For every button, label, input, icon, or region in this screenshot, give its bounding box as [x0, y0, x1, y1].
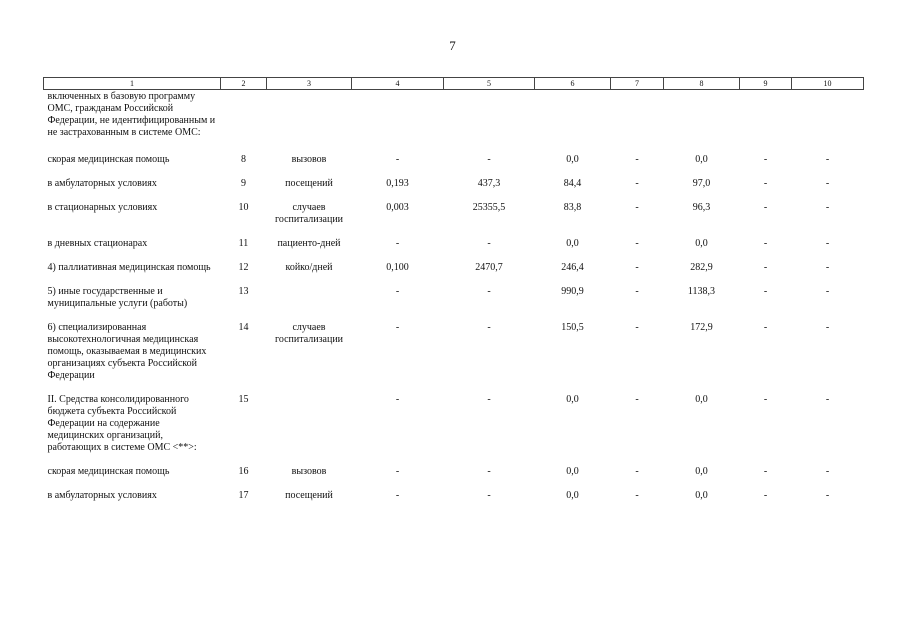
cell-col-5: - — [487, 286, 491, 297]
cell-col-6: 83,8 — [563, 202, 582, 213]
cell-col-4: 0,100 — [386, 262, 409, 273]
cell-col-5: 25355,5 — [472, 202, 506, 213]
cell-col-1: в амбулаторных условиях — [47, 178, 157, 189]
cell-col-8: 0,0 — [695, 394, 708, 405]
cell-col-7: - — [635, 394, 639, 405]
cell-col-6: 0,0 — [566, 394, 579, 405]
cell-col-6: 0,0 — [566, 466, 579, 477]
cell-col-9: - — [763, 178, 768, 189]
cell-col-7: - — [635, 490, 639, 501]
cell-col-8: 0,0 — [695, 154, 708, 165]
cell-col-2: 17 — [238, 490, 249, 501]
header-cell-9: 9 — [740, 78, 792, 90]
cell-col-5: - — [487, 490, 491, 501]
cell-col-5: 2470,7 — [475, 262, 503, 273]
table-row — [44, 484, 864, 508]
page-number: 7 — [449, 38, 456, 53]
cell-col-10: - — [825, 466, 830, 477]
cell-col-3: случаев госпитализации — [274, 322, 344, 345]
cell-col-9: - — [763, 262, 768, 273]
cell-col-4: - — [395, 490, 400, 501]
cell-col-7: - — [635, 262, 639, 273]
cell-col-10: - — [825, 322, 830, 333]
cell-col-1: II. Средства консолидированного бюджета субъекта Российской Федерации на содержание медицинских организаций, работающих в системе ОМС <**>: — [47, 394, 197, 453]
cell-col-7: - — [635, 178, 639, 189]
cell-col-1: в амбулаторных условиях — [47, 490, 157, 501]
cell-col-7: - — [635, 202, 639, 213]
cell-col-7: - — [635, 286, 639, 297]
table-row — [44, 196, 864, 232]
cell-col-7: - — [635, 154, 639, 165]
cell-col-6: 990,9 — [561, 286, 584, 297]
cell-col-2: 9 — [241, 178, 246, 189]
cell-col-1: скорая медицинская помощь — [47, 154, 170, 165]
cell-col-8: 0,0 — [695, 238, 708, 249]
header-cell-5: 5 — [444, 78, 535, 90]
table-row — [44, 256, 864, 280]
header-cell-2: 2 — [221, 78, 267, 90]
cell-col-4: - — [395, 322, 400, 333]
cell-col-8: 97,0 — [692, 178, 711, 189]
cell-col-5: - — [487, 466, 491, 477]
cell-col-10: - — [825, 238, 830, 249]
cell-col-8: 0,0 — [695, 490, 708, 501]
cell-col-3 — [267, 280, 352, 316]
cell-col-9: - — [763, 238, 768, 249]
header-cell-6: 6 — [535, 78, 611, 90]
cell-col-9: - — [763, 490, 768, 501]
cell-col-3: посещений — [285, 490, 333, 501]
cell-col-6: 0,0 — [566, 238, 579, 249]
table-row — [44, 148, 864, 172]
cell-col-3: вызовов — [291, 466, 327, 477]
cell-col-4: - — [395, 238, 400, 249]
cell-col-10: - — [825, 202, 830, 213]
cell-col-3: посещений — [285, 178, 333, 189]
continuation-label: включенных в базовую программу ОМС, гражданам Российской Федерации, не идентифицированным и не застрахованным в системе ОМС: — [47, 91, 216, 138]
table-row — [44, 232, 864, 256]
cell-col-6: 150,5 — [561, 322, 584, 333]
header-cell-3: 3 — [267, 78, 352, 90]
cell-col-2: 8 — [241, 154, 246, 165]
cell-col-5: - — [487, 394, 491, 405]
cell-col-2: 13 — [238, 286, 249, 297]
cell-col-2: 16 — [238, 466, 249, 477]
data-table — [43, 77, 864, 508]
cell-col-8: 172,9 — [690, 322, 713, 333]
header-cell-8: 8 — [664, 78, 740, 90]
cell-col-8: 282,9 — [690, 262, 713, 273]
cell-col-5: - — [487, 154, 491, 165]
cell-col-5: - — [487, 238, 491, 249]
cell-col-2: 15 — [238, 394, 249, 405]
cell-col-10: - — [825, 178, 830, 189]
cell-col-10: - — [825, 154, 830, 165]
cell-col-2: 14 — [238, 322, 249, 333]
cell-col-7: - — [635, 238, 639, 249]
continuation-row — [44, 90, 864, 149]
cell-col-9: - — [763, 322, 768, 333]
header-cell-7: 7 — [611, 78, 664, 90]
cell-col-10: - — [825, 286, 830, 297]
cell-col-4: 0,003 — [386, 202, 409, 213]
cell-col-1: 4) паллиативная медицинская помощь — [47, 262, 211, 273]
table-row — [44, 280, 864, 316]
cell-col-1: в стационарных условиях — [47, 202, 158, 213]
cell-col-10: - — [825, 490, 830, 501]
cell-col-9: - — [763, 286, 768, 297]
cell-col-2: 10 — [238, 202, 249, 213]
header-cell-4: 4 — [352, 78, 444, 90]
cell-col-1: 6) специализированная высокотехнологичная медицинская помощь, оказываемая в медицинских организациях субъекта Российской Федерации — [47, 322, 207, 381]
header-cell-10: 10 — [792, 78, 864, 90]
table-row — [44, 388, 864, 460]
cell-col-3: койко/дней — [285, 262, 333, 273]
cell-col-7: - — [635, 322, 639, 333]
cell-col-9: - — [763, 466, 768, 477]
cell-col-2: 11 — [238, 238, 249, 249]
cell-col-1: скорая медицинская помощь — [47, 466, 170, 477]
cell-col-3: случаев госпитализации — [274, 202, 344, 225]
cell-col-10: - — [825, 262, 830, 273]
cell-col-10: - — [825, 394, 830, 405]
cell-col-3: пациенто-дней — [277, 238, 341, 249]
cell-col-2: 12 — [238, 262, 249, 273]
cell-col-5: 437,3 — [477, 178, 501, 189]
header-row — [44, 78, 864, 90]
cell-col-3 — [267, 388, 352, 460]
cell-col-4: 0,193 — [386, 178, 409, 189]
cell-col-3: вызовов — [291, 154, 327, 165]
cell-col-6: 84,4 — [563, 178, 582, 189]
cell-col-4: - — [395, 286, 400, 297]
cell-col-8: 1138,3 — [687, 286, 716, 297]
table-row — [44, 460, 864, 484]
cell-col-6: 0,0 — [566, 154, 579, 165]
cell-col-5: - — [487, 322, 491, 333]
cell-col-9: - — [763, 202, 768, 213]
cell-col-8: 0,0 — [695, 466, 708, 477]
cell-col-4: - — [395, 394, 400, 405]
cell-col-6: 246,4 — [561, 262, 584, 273]
cell-col-1: 5) иные государственные и муниципальные услуги (работы) — [47, 286, 188, 309]
cell-col-6: 0,0 — [566, 490, 579, 501]
cell-col-1: в дневных стационарах — [47, 238, 148, 249]
table-row — [44, 316, 864, 388]
table-row — [44, 172, 864, 196]
cell-col-9: - — [763, 154, 768, 165]
cell-col-7: - — [635, 466, 639, 477]
cell-col-4: - — [395, 154, 400, 165]
cell-col-8: 96,3 — [692, 202, 711, 213]
cell-col-4: - — [395, 466, 400, 477]
cell-col-9: - — [763, 394, 768, 405]
header-cell-1: 1 — [44, 78, 221, 90]
